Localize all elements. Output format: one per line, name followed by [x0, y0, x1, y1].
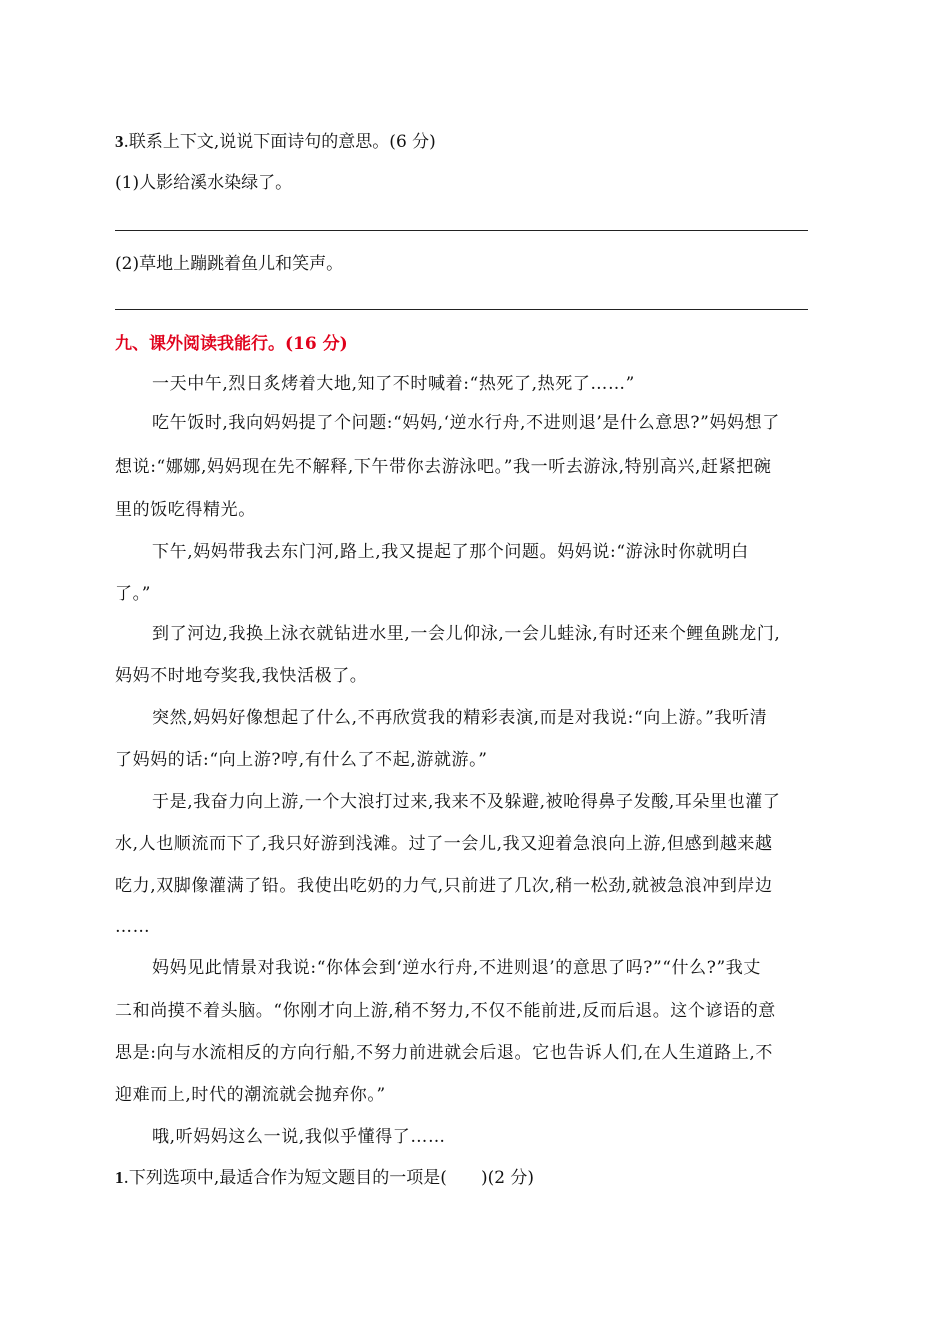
question-text: .联系上下文,说说下面诗句的意思。(6 分) — [123, 132, 436, 152]
passage-line: …… — [115, 917, 151, 937]
answer-line-2[interactable] — [115, 309, 808, 310]
section-9-title: 九、课外阅读我能行。(16 分) — [115, 334, 348, 354]
question-text: .下列选项中,最适合作为短文题目的一项是( )(2 分) — [123, 1168, 535, 1188]
passage-line: 妈妈见此情景对我说:“你体会到‘逆水行舟,不进则退’的意思了吗?”“什么?”我丈 — [152, 958, 761, 978]
passage-line: 到了河边,我换上泳衣就钻进水里,一会儿仰泳,一会儿蛙泳,有时还来个鲤鱼跳龙门, — [152, 624, 781, 644]
question-3-sub1: (1)人影给溪水染绿了。 — [115, 173, 293, 193]
answer-line-1[interactable] — [115, 230, 808, 231]
passage-line: 想说:“娜娜,妈妈现在先不解释,下午带你去游泳吧。”我一听去游泳,特别高兴,赶紧把碗 — [115, 457, 772, 477]
passage-line: 妈妈不时地夸奖我,我快活极了。 — [115, 666, 368, 686]
question-number: 3 — [115, 132, 124, 151]
passage-line: 了妈妈的话:“向上游?哼,有什么了不起,游就游。” — [115, 750, 488, 770]
passage-line: 哦,听妈妈这么一说,我似乎懂得了…… — [152, 1127, 446, 1147]
passage-line: 突然,妈妈好像想起了什么,不再欣赏我的精彩表演,而是对我说:“向上游。”我听清 — [152, 708, 768, 728]
passage-line: 了。” — [115, 584, 151, 604]
question-3-prompt — [115, 130, 436, 154]
question-1-prompt — [115, 1166, 534, 1190]
passage-line: 吃午饭时,我向妈妈提了个问题:“妈妈,‘逆水行舟,不进则退’是什么意思?”妈妈想了 — [152, 413, 780, 433]
passage-line: 下午,妈妈带我去东门河,路上,我又提起了那个问题。妈妈说:“游泳时你就明白 — [152, 542, 749, 562]
passage-line: 二和尚摸不着头脑。“你刚才向上游,稍不努力,不仅不能前进,反而后退。这个谚语的意 — [115, 1001, 776, 1021]
passage-line: 一天中午,烈日炙烤着大地,知了不时喊着:“热死了,热死了……” — [152, 374, 635, 394]
passage-line: 里的饭吃得精光。 — [115, 500, 256, 520]
passage-line: 吃力,双脚像灌满了铅。我使出吃奶的力气,只前进了几次,稍一松劲,就被急浪冲到岸边 — [115, 876, 773, 896]
passage-line: 迎难而上,时代的潮流就会抛弃你。” — [115, 1085, 386, 1105]
passage-line: 水,人也顺流而下了,我只好游到浅滩。过了一会儿,我又迎着急浪向上游,但感到越来越 — [115, 834, 773, 854]
question-number: 1 — [115, 1168, 124, 1187]
passage-line: 思是:向与水流相反的方向行船,不努力前进就会后退。它也告诉人们,在人生道路上,不 — [115, 1043, 773, 1063]
question-3-sub2: (2)草地上蹦跳着鱼儿和笑声。 — [115, 254, 344, 274]
passage-line: 于是,我奋力向上游,一个大浪打过来,我来不及躲避,被呛得鼻子发酸,耳朵里也灌了 — [152, 792, 781, 812]
